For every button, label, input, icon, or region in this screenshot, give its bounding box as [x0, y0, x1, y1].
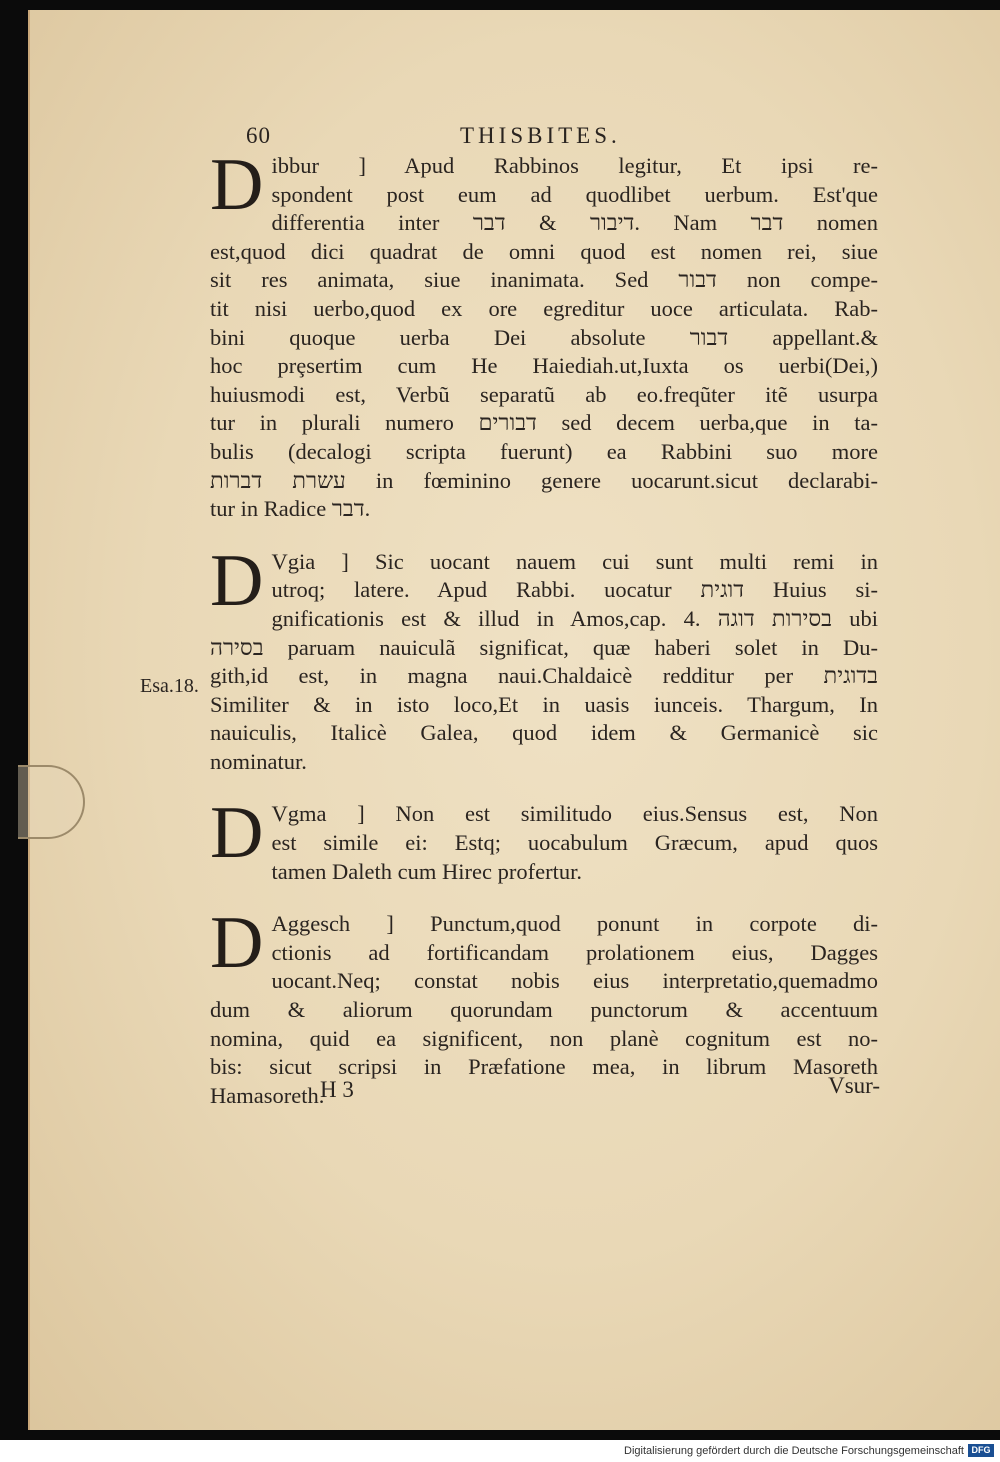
text-line: hoc prȩsertim cum He Haiediah.ut,Iuxta os uerbi(Dei,): [210, 353, 878, 379]
margin-note: Esa.18.: [140, 675, 199, 697]
text-line: dum & aliorum quorundam punctorum & accentuum: [210, 997, 878, 1023]
text-line: est,quod dici quadrat de omni quod est nomen rei, siue: [210, 238, 878, 264]
entry-dibbur: [210, 144, 878, 524]
text-line: Similiter & in isto loco,Et in uasis iunceis. Thargum, In: [210, 691, 878, 717]
text-line: bulis (decalogi scripta fuerunt) ea Rabbini suo more: [210, 438, 878, 464]
page-footer: [230, 1073, 880, 1107]
text-line: tamen Daleth cum Hirec profertur.: [271, 858, 582, 884]
text-line: tit nisi uerbo,quod ex ore egreditur uoce articulata. Rab-: [210, 295, 878, 321]
text-line: ibbur ] Apud Rabbinos legitur, Et ipsi re-: [271, 153, 878, 178]
text-line: nomina, quid ea significent, non planè cognitum est no-: [210, 1025, 878, 1051]
text-line: utroq; latere. Apud Rabbi. uocatur דוגית Huius si-: [271, 577, 878, 603]
signature-mark: H 3: [320, 1077, 354, 1102]
text-line: Hamasoreth.: [210, 1082, 325, 1108]
text-line: בסירה paruam nauiculã significat, quæ haberi solet in Du-: [210, 634, 878, 660]
drop-initial: D: [210, 792, 264, 875]
text-line: Vgma ] Non est similitudo eius.Sensus est, Non: [271, 801, 878, 827]
text-line: gith,id est, in magna naui.Chaldaicè redditur per בדוגית: [210, 663, 878, 689]
drop-initial: D: [210, 539, 264, 622]
credit-bar: [0, 1440, 1000, 1462]
text-line: ctionis ad fortificandam prolationem eius, Dagges: [271, 939, 878, 965]
entry-dugma: [210, 792, 878, 886]
credit-text: Digitalisierung gefördert durch die Deutsche Forschungsgemeinschaft: [624, 1445, 964, 1457]
text-line: sit res animata, siue inanimata. Sed דבור non compe-: [210, 267, 878, 293]
text-line: nauiculis, Italicè Galea, quod idem & Germanicè sic: [210, 720, 878, 746]
catchword: Vsur-: [828, 1073, 880, 1098]
text-line: nominatur.: [210, 748, 307, 774]
page-number: 60: [246, 123, 271, 148]
text-line: gnificationis est & illud in Amos,cap. 4. בסירות דוגה ubi: [271, 605, 878, 631]
text-line: Aggesch ] Punctum,quod ponunt in corpote di-: [271, 911, 878, 937]
text-line: est simile ei: Estq; uocabulum Græcum, apud quos: [271, 830, 878, 856]
entry-dugia: [210, 539, 878, 777]
dfg-logo-icon: DFG: [968, 1444, 994, 1457]
text-line: Vgia ] Sic uocant nauem cui sunt multi remi in: [271, 548, 878, 574]
text-line: tur in plurali numero דבורים sed decem uerba,que in ta-: [210, 410, 878, 436]
text-line: bis: sicut scripsi in Præfatione mea, in librum Masoreth: [210, 1054, 878, 1080]
text-line: tur in Radice דבר.: [210, 496, 371, 522]
drop-initial: D: [210, 902, 264, 985]
page-header: [210, 122, 878, 152]
text-line: bini quoque uerba Dei absolute דבור appellant.&: [210, 324, 878, 350]
text-line: huiusmodi est, Verbũ separatũ ab eo.freqũter itẽ usurpa: [210, 381, 878, 407]
text-line: uocant.Neq; constat nobis eius interpretatio,quemadmo: [271, 968, 878, 994]
text-line: differentia inter דיבור & דבר. Nam דבר nomen: [271, 210, 878, 236]
running-title: THISBITES.: [460, 123, 621, 148]
drop-initial: D: [210, 144, 264, 226]
text-line: spondent post eum ad quodlibet uerbum. Est'que: [271, 181, 878, 207]
page-text: [210, 122, 878, 1134]
text-line: עשרת דברות in fœminino genere uocarunt.sicut declarabi-: [210, 467, 878, 493]
